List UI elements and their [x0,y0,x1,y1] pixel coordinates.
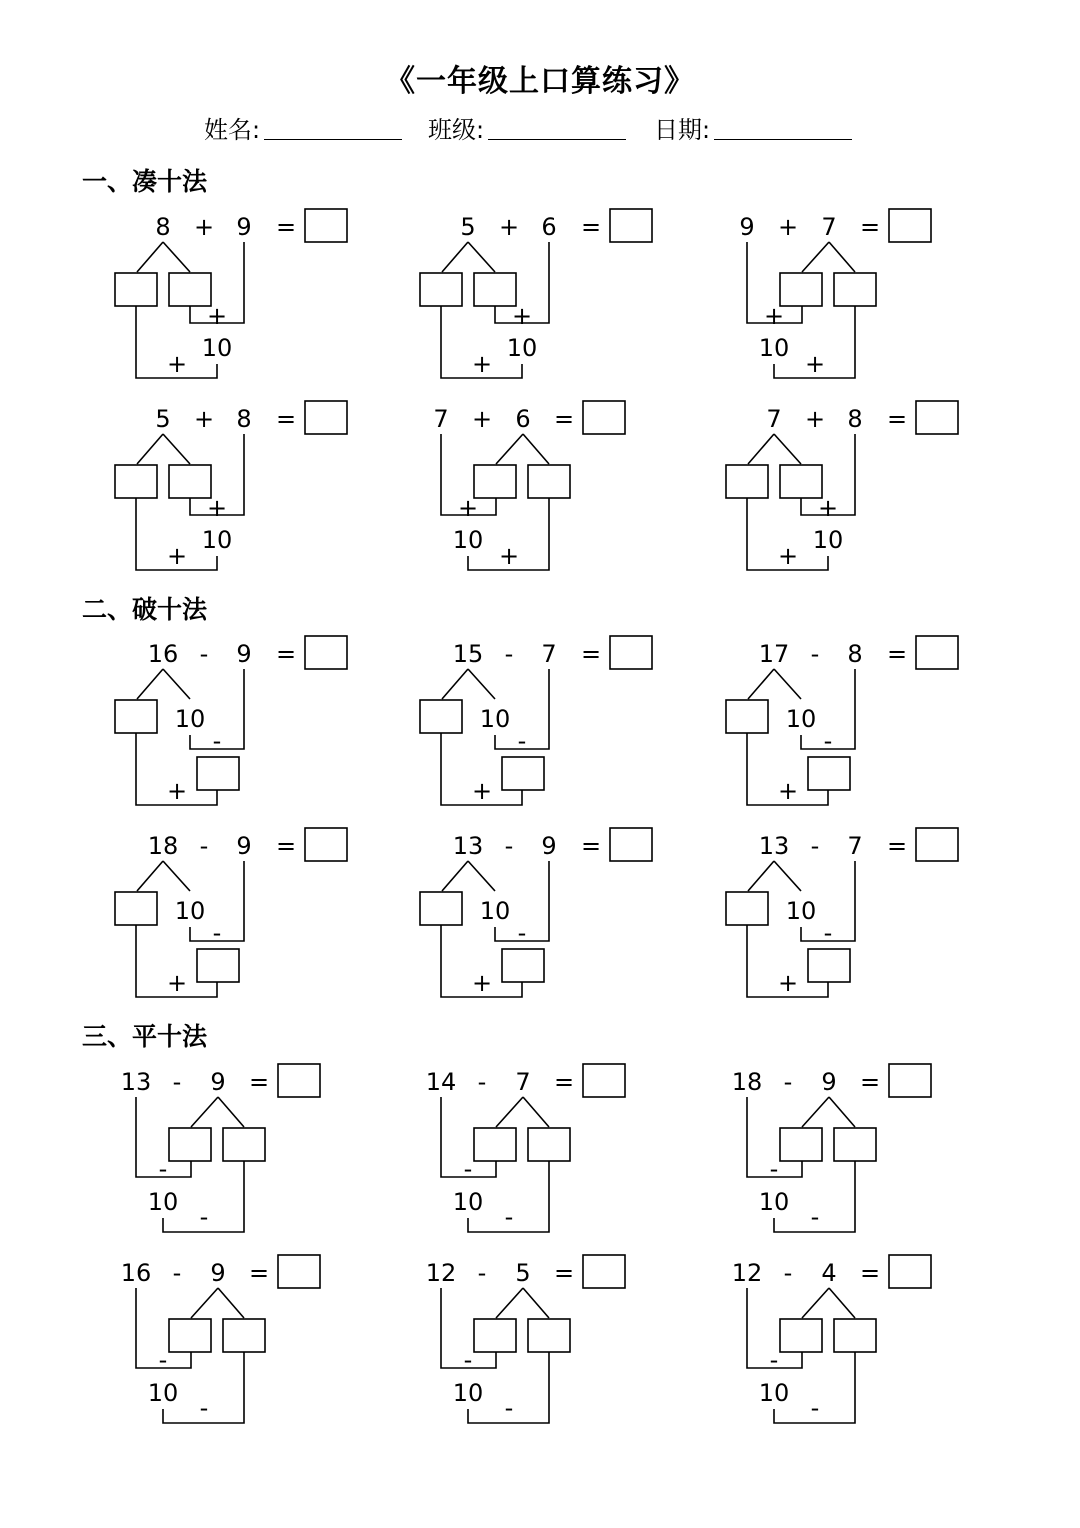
problem-break-ten-6 [726,828,958,997]
split-box[interactable] [726,700,768,733]
split-line-right [774,669,801,699]
date-label: 日期: [654,116,711,144]
split-box-1[interactable] [115,273,157,306]
bracket-plus-sign: + [206,494,228,522]
minuend: 13 [120,1068,152,1096]
bracket-minus-sign: - [212,727,222,755]
answer-box[interactable] [610,209,652,242]
split-box-2[interactable] [474,273,516,306]
bracket-minus-sign: - [769,1346,779,1374]
problem-make-ten-3 [739,209,931,378]
split-line-right [829,1288,855,1318]
ten-label: 10 [479,705,511,733]
split-box-1[interactable] [780,1319,822,1352]
ten-label: 10 [452,1379,484,1407]
plus-sign: + [498,213,520,241]
minuend: 12 [425,1259,457,1287]
bracket-minus-sign: - [769,1155,779,1183]
split-line-left [137,861,163,891]
split-box-2[interactable] [528,1128,570,1161]
equals-sign: = [275,640,297,668]
minus-sign: - [783,1068,793,1096]
minus-sign: - [477,1259,487,1287]
ten-label: 10 [147,1379,179,1407]
section-title-make-ten: 一、凑十法 [82,167,208,196]
equals-sign: = [275,832,297,860]
bottom-plus-sign: + [777,542,799,570]
minuend: 12 [731,1259,763,1287]
split-line-left [442,242,468,272]
equals-sign: = [886,405,908,433]
bottom-plus-sign: + [471,777,493,805]
subtrahend: 9 [541,832,557,860]
equals-sign: = [580,832,602,860]
plus-sign: + [804,405,826,433]
bottom-plus-sign: + [804,350,826,378]
subtrahend: 7 [515,1068,531,1096]
ten-label: 10 [201,334,233,362]
problem-make-ten-2 [420,209,652,378]
bottom-plus-sign: + [777,777,799,805]
minus-sign: - [477,1068,487,1096]
problem-level-ten-4 [121,1255,320,1423]
addend-a: 7 [766,405,782,433]
problem-make-ten-6 [726,401,958,570]
equals-sign: = [886,832,908,860]
minus-sign: - [504,832,514,860]
ten-label: 10 [452,1188,484,1216]
bottom-minus-sign: - [810,1203,820,1231]
minus-sign: - [172,1068,182,1096]
name-label: 姓名: [204,116,261,144]
minus-sign: - [504,640,514,668]
split-line-left [496,1097,523,1127]
equals-sign: = [248,1259,270,1287]
addend-a: 9 [739,213,755,241]
equals-sign: = [886,640,908,668]
bracket-minus-sign: - [463,1155,473,1183]
split-line-right [829,1097,855,1127]
answer-box[interactable] [583,1064,625,1097]
split-box-1[interactable] [780,273,822,306]
problem-make-ten-5 [433,401,625,570]
split-line-right [163,434,190,464]
ten-label: 10 [758,334,790,362]
equals-sign: = [580,213,602,241]
split-line-right [468,242,495,272]
bottom-plus-sign: + [777,969,799,997]
bracket-plus-sign: + [511,302,533,330]
split-box-1[interactable] [474,1319,516,1352]
split-line-right [523,1097,549,1127]
problem-break-ten-2 [420,636,652,805]
split-box-2[interactable] [834,1128,876,1161]
bottom-plus-sign: + [166,350,188,378]
split-line-left [802,1097,829,1127]
subtrahend: 9 [821,1068,837,1096]
minuend: 13 [452,832,484,860]
bracket-minus-sign: - [158,1155,168,1183]
split-box-2[interactable] [834,1319,876,1352]
split-line-left [802,242,829,272]
plus-sign: + [193,405,215,433]
answer-box[interactable] [583,1255,625,1288]
split-line-right [218,1097,244,1127]
addend-b: 7 [821,213,837,241]
bracket-minus-sign: - [823,919,833,947]
problem-break-ten-3 [726,636,958,805]
problem-level-ten-2 [426,1064,625,1232]
bottom-plus-sign: + [498,542,520,570]
worksheet-title: 《一年级上口算练习》 [385,64,695,99]
equals-sign: = [248,1068,270,1096]
problem-level-ten-6 [732,1255,931,1423]
split-line-left [137,669,163,699]
ten-label: 10 [506,334,538,362]
subtrahend: 7 [847,832,863,860]
bracket-plus-sign: + [817,494,839,522]
split-box-2[interactable] [169,273,211,306]
split-line-right [468,861,495,891]
split-box-1[interactable] [474,1128,516,1161]
split-line-left [748,434,774,464]
addend-a: 8 [155,213,171,241]
equals-sign: = [275,405,297,433]
split-box-1[interactable] [169,1319,211,1352]
ten-label: 10 [785,705,817,733]
ten-label: 10 [174,897,206,925]
bottom-minus-sign: - [199,1394,209,1422]
split-box-2[interactable] [528,465,570,498]
split-box-1[interactable] [115,465,157,498]
bracket-plus-sign: + [457,494,479,522]
plus-sign: + [777,213,799,241]
split-line-right [774,861,801,891]
answer-box[interactable] [583,401,625,434]
minus-sign: - [810,832,820,860]
ten-label: 10 [758,1379,790,1407]
problem-level-ten-3 [732,1064,931,1232]
addend-a: 5 [460,213,476,241]
split-line-right [468,669,495,699]
equals-sign: = [859,213,881,241]
answer-box[interactable] [889,209,931,242]
equals-sign: = [859,1259,881,1287]
ten-label: 10 [174,705,206,733]
split-line-right [163,669,190,699]
minus-sign: - [783,1259,793,1287]
split-line-right [523,1288,549,1318]
split-box-2[interactable] [528,1319,570,1352]
answer-box[interactable] [278,1255,320,1288]
minuend: 16 [120,1259,152,1287]
subtrahend: 9 [210,1068,226,1096]
split-box-1[interactable] [780,1128,822,1161]
problem-make-ten-1 [115,209,347,378]
subtrahend: 8 [847,640,863,668]
split-line-left [137,434,163,464]
bracket-minus-sign: - [823,727,833,755]
split-box-1[interactable] [169,1128,211,1161]
answer-box[interactable] [916,636,958,669]
problem-level-ten-1 [121,1064,320,1232]
bottom-minus-sign: - [504,1203,514,1231]
bracket-plus-sign: + [763,302,785,330]
split-line-left [191,1097,218,1127]
equals-sign: = [275,213,297,241]
subtrahend: 9 [210,1259,226,1287]
answer-box[interactable] [305,401,347,434]
plus-sign: + [193,213,215,241]
split-line-left [496,434,523,464]
answer-box[interactable] [889,1255,931,1288]
subtrahend: 5 [515,1259,531,1287]
minuend: 13 [758,832,790,860]
minus-sign: - [810,640,820,668]
split-line-right [523,434,549,464]
ten-label: 10 [452,526,484,554]
ten-label: 10 [147,1188,179,1216]
answer-box[interactable] [305,828,347,861]
result-box[interactable] [502,757,544,790]
split-box-1[interactable] [474,465,516,498]
split-line-left [442,861,468,891]
split-box[interactable] [115,892,157,925]
subtrahend: 4 [821,1259,837,1287]
section-title-level-ten: 三、平十法 [82,1022,208,1051]
bottom-plus-sign: + [471,969,493,997]
answer-box[interactable] [305,636,347,669]
problem-break-ten-5 [420,828,652,997]
split-box[interactable] [115,700,157,733]
minus-sign: - [199,640,209,668]
equals-sign: = [553,405,575,433]
bottom-minus-sign: - [810,1394,820,1422]
split-line-right [829,242,855,272]
minuend: 15 [452,640,484,668]
bracket-minus-sign: - [517,919,527,947]
answer-box[interactable] [278,1064,320,1097]
split-line-left [137,242,163,272]
addend-b: 6 [515,405,531,433]
result-box[interactable] [808,757,850,790]
split-box-1[interactable] [726,465,768,498]
bracket-minus-sign: - [517,727,527,755]
result-box[interactable] [502,949,544,982]
addend-b: 8 [847,405,863,433]
bottom-plus-sign: + [166,777,188,805]
split-line-right [774,434,801,464]
addend-b: 9 [236,213,252,241]
problem-break-ten-4 [115,828,347,997]
addend-a: 7 [433,405,449,433]
ten-label: 10 [479,897,511,925]
minuend: 18 [731,1068,763,1096]
result-box[interactable] [808,949,850,982]
equals-sign: = [580,640,602,668]
split-line-left [442,669,468,699]
equals-sign: = [553,1259,575,1287]
ten-label: 10 [785,897,817,925]
problem-break-ten-1 [115,636,347,805]
class-label: 班级: [428,116,485,144]
split-line-left [748,861,774,891]
ten-label: 10 [758,1188,790,1216]
split-box-2[interactable] [223,1319,265,1352]
subtrahend: 9 [236,640,252,668]
split-box-2[interactable] [834,273,876,306]
split-box[interactable] [420,892,462,925]
split-box-2[interactable] [780,465,822,498]
bracket-minus-sign: - [158,1346,168,1374]
result-box[interactable] [197,949,239,982]
equals-sign: = [553,1068,575,1096]
minus-sign: - [199,832,209,860]
subtrahend: 7 [541,640,557,668]
split-box-1[interactable] [420,273,462,306]
bottom-plus-sign: + [166,542,188,570]
split-line-right [218,1288,244,1318]
bottom-plus-sign: + [166,969,188,997]
answer-box[interactable] [305,209,347,242]
minuend: 17 [758,640,790,668]
split-line-right [163,861,190,891]
split-box-2[interactable] [223,1128,265,1161]
answer-box[interactable] [610,636,652,669]
answer-box[interactable] [916,828,958,861]
split-line-left [191,1288,218,1318]
answer-box[interactable] [916,401,958,434]
section-title-break-ten: 二、破十法 [82,595,208,624]
split-box[interactable] [726,892,768,925]
addend-b: 8 [236,405,252,433]
bracket-plus-sign: + [206,302,228,330]
answer-box[interactable] [889,1064,931,1097]
addend-a: 5 [155,405,171,433]
split-box[interactable] [420,700,462,733]
minus-sign: - [172,1259,182,1287]
problem-level-ten-5 [426,1255,625,1423]
problem-make-ten-4 [115,401,347,570]
split-line-left [748,669,774,699]
bottom-minus-sign: - [199,1203,209,1231]
split-line-right [163,242,190,272]
addend-b: 6 [541,213,557,241]
minuend: 16 [147,640,179,668]
answer-box[interactable] [610,828,652,861]
ten-label: 10 [201,526,233,554]
split-line-left [496,1288,523,1318]
equals-sign: = [859,1068,881,1096]
minuend: 18 [147,832,179,860]
bottom-plus-sign: + [471,350,493,378]
bracket-minus-sign: - [463,1346,473,1374]
subtrahend: 9 [236,832,252,860]
ten-label: 10 [812,526,844,554]
bracket-minus-sign: - [212,919,222,947]
bottom-minus-sign: - [504,1394,514,1422]
result-box[interactable] [197,757,239,790]
split-line-left [802,1288,829,1318]
split-box-2[interactable] [169,465,211,498]
plus-sign: + [471,405,493,433]
minuend: 14 [425,1068,457,1096]
